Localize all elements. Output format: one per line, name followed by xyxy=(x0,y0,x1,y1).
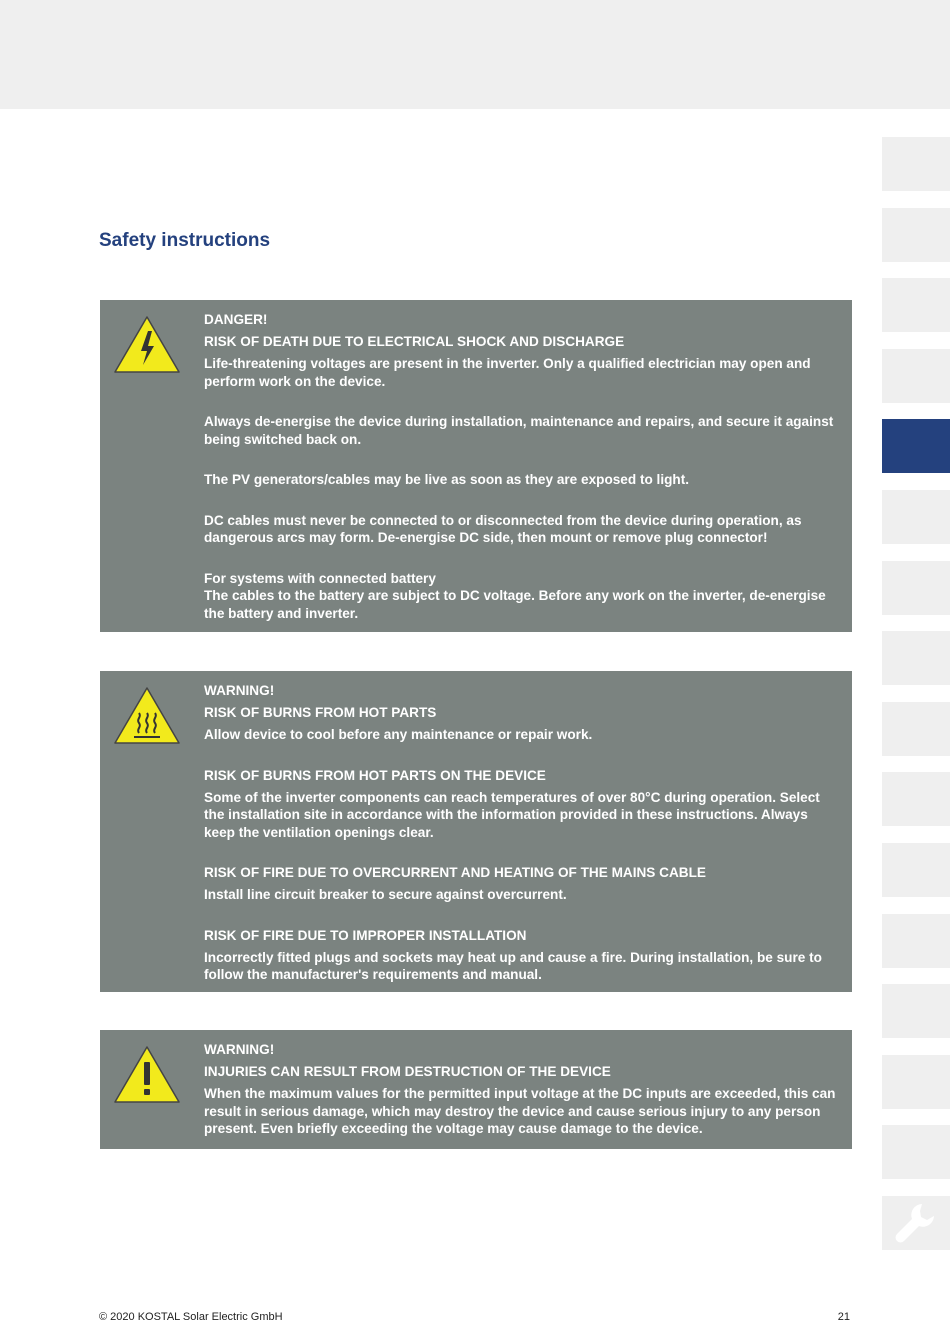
chapter-tab[interactable] xyxy=(882,278,950,332)
page-title: Safety instructions xyxy=(99,230,271,251)
chapter-tab-maintenance[interactable] xyxy=(882,1196,950,1250)
notice-text: Always de-energise the device during installation, maintenance and repairs, and secure it against being switched back on. xyxy=(204,414,834,447)
signal-word: DANGER! xyxy=(204,312,268,327)
footer-copyright: © 2020 KOSTAL Solar Electric GmbH xyxy=(99,1311,283,1323)
electric-shock-warning-icon xyxy=(112,314,182,376)
chapter-tab[interactable] xyxy=(882,1055,950,1109)
chapter-tab[interactable] xyxy=(882,631,950,685)
notice-subtitle: For systems with connected battery xyxy=(204,570,436,586)
signal-word: WARNING! xyxy=(204,1042,275,1057)
device-destruction-notice xyxy=(100,1030,852,1149)
notice-text: Allow device to cool before any maintenance or repair work. xyxy=(204,727,593,742)
page-number: 21 xyxy=(837,1311,850,1323)
chapter-tab[interactable] xyxy=(882,208,950,262)
notice-heading: RISK OF FIRE DUE TO OVERCURRENT AND HEATING OF THE MAINS CABLE xyxy=(204,865,706,880)
chapter-tab[interactable] xyxy=(882,843,950,897)
header-band xyxy=(0,0,950,109)
chapter-tab[interactable] xyxy=(882,561,950,615)
notice-text: When the maximum values for the permitted input voltage at the DC inputs are exceeded, this can result in serious damage, which may destroy the device and cause serious injury to any person present. Even briefly exceeding the voltage may cause damage to the device. xyxy=(204,1086,836,1136)
notice-text: Incorrectly fitted plugs and sockets may heat up and cause a fire. During installation, be sure to follow the manufacturer's requirements and manual. xyxy=(204,949,822,982)
general-warning-icon xyxy=(112,1044,182,1106)
chapter-tab-active[interactable] xyxy=(882,419,950,473)
chapter-tab[interactable] xyxy=(882,914,950,968)
notice-heading: RISK OF BURNS FROM HOT PARTS xyxy=(204,705,437,720)
notice-text: The PV generators/cables may be live as soon as they are exposed to light. xyxy=(204,472,690,487)
danger-notice xyxy=(100,300,852,632)
chapter-tab[interactable] xyxy=(882,490,950,544)
chapter-tab[interactable] xyxy=(882,984,950,1038)
signal-word: WARNING! xyxy=(204,683,275,698)
chapter-tab[interactable] xyxy=(882,349,950,403)
notice-text: Life-threatening voltages are present in the inverter. Only a qualified electrician may open and perform work on the device. xyxy=(204,356,811,389)
notice-text: Some of the inverter components can reach temperatures of over 80°C during operation. Select the installation site in accordance with the information provided in these instructions. Always keep the ventilation openings clear. xyxy=(204,789,820,840)
chapter-tab[interactable] xyxy=(882,702,950,756)
wrench-icon xyxy=(892,1201,938,1247)
hot-parts-notice xyxy=(100,671,852,992)
notice-heading: INJURIES CAN RESULT FROM DESTRUCTION OF THE DEVICE xyxy=(204,1064,611,1079)
notice-heading: RISK OF FIRE DUE TO IMPROPER INSTALLATION xyxy=(204,927,527,943)
chapter-tabs xyxy=(882,137,950,1267)
notice-text: Install line circuit breaker to secure against overcurrent. xyxy=(204,887,567,902)
notice-heading: RISK OF BURNS FROM HOT PARTS ON THE DEVICE xyxy=(204,767,546,783)
notice-text: DC cables must never be connected to or disconnected from the device during operation, as dangerous arcs may form. De-energise DC side, then mount or remove plug connector! xyxy=(204,512,802,545)
chapter-tab[interactable] xyxy=(882,1125,950,1179)
notice-text: The cables to the battery are subject to DC voltage. Before any work on the inverter, de-energise the battery and inverter. xyxy=(204,588,826,621)
chapter-tab[interactable] xyxy=(882,772,950,826)
notice-heading: RISK OF DEATH DUE TO ELECTRICAL SHOCK AND DISCHARGE xyxy=(204,334,625,349)
hot-surface-warning-icon xyxy=(112,685,182,747)
chapter-tab[interactable] xyxy=(882,137,950,191)
